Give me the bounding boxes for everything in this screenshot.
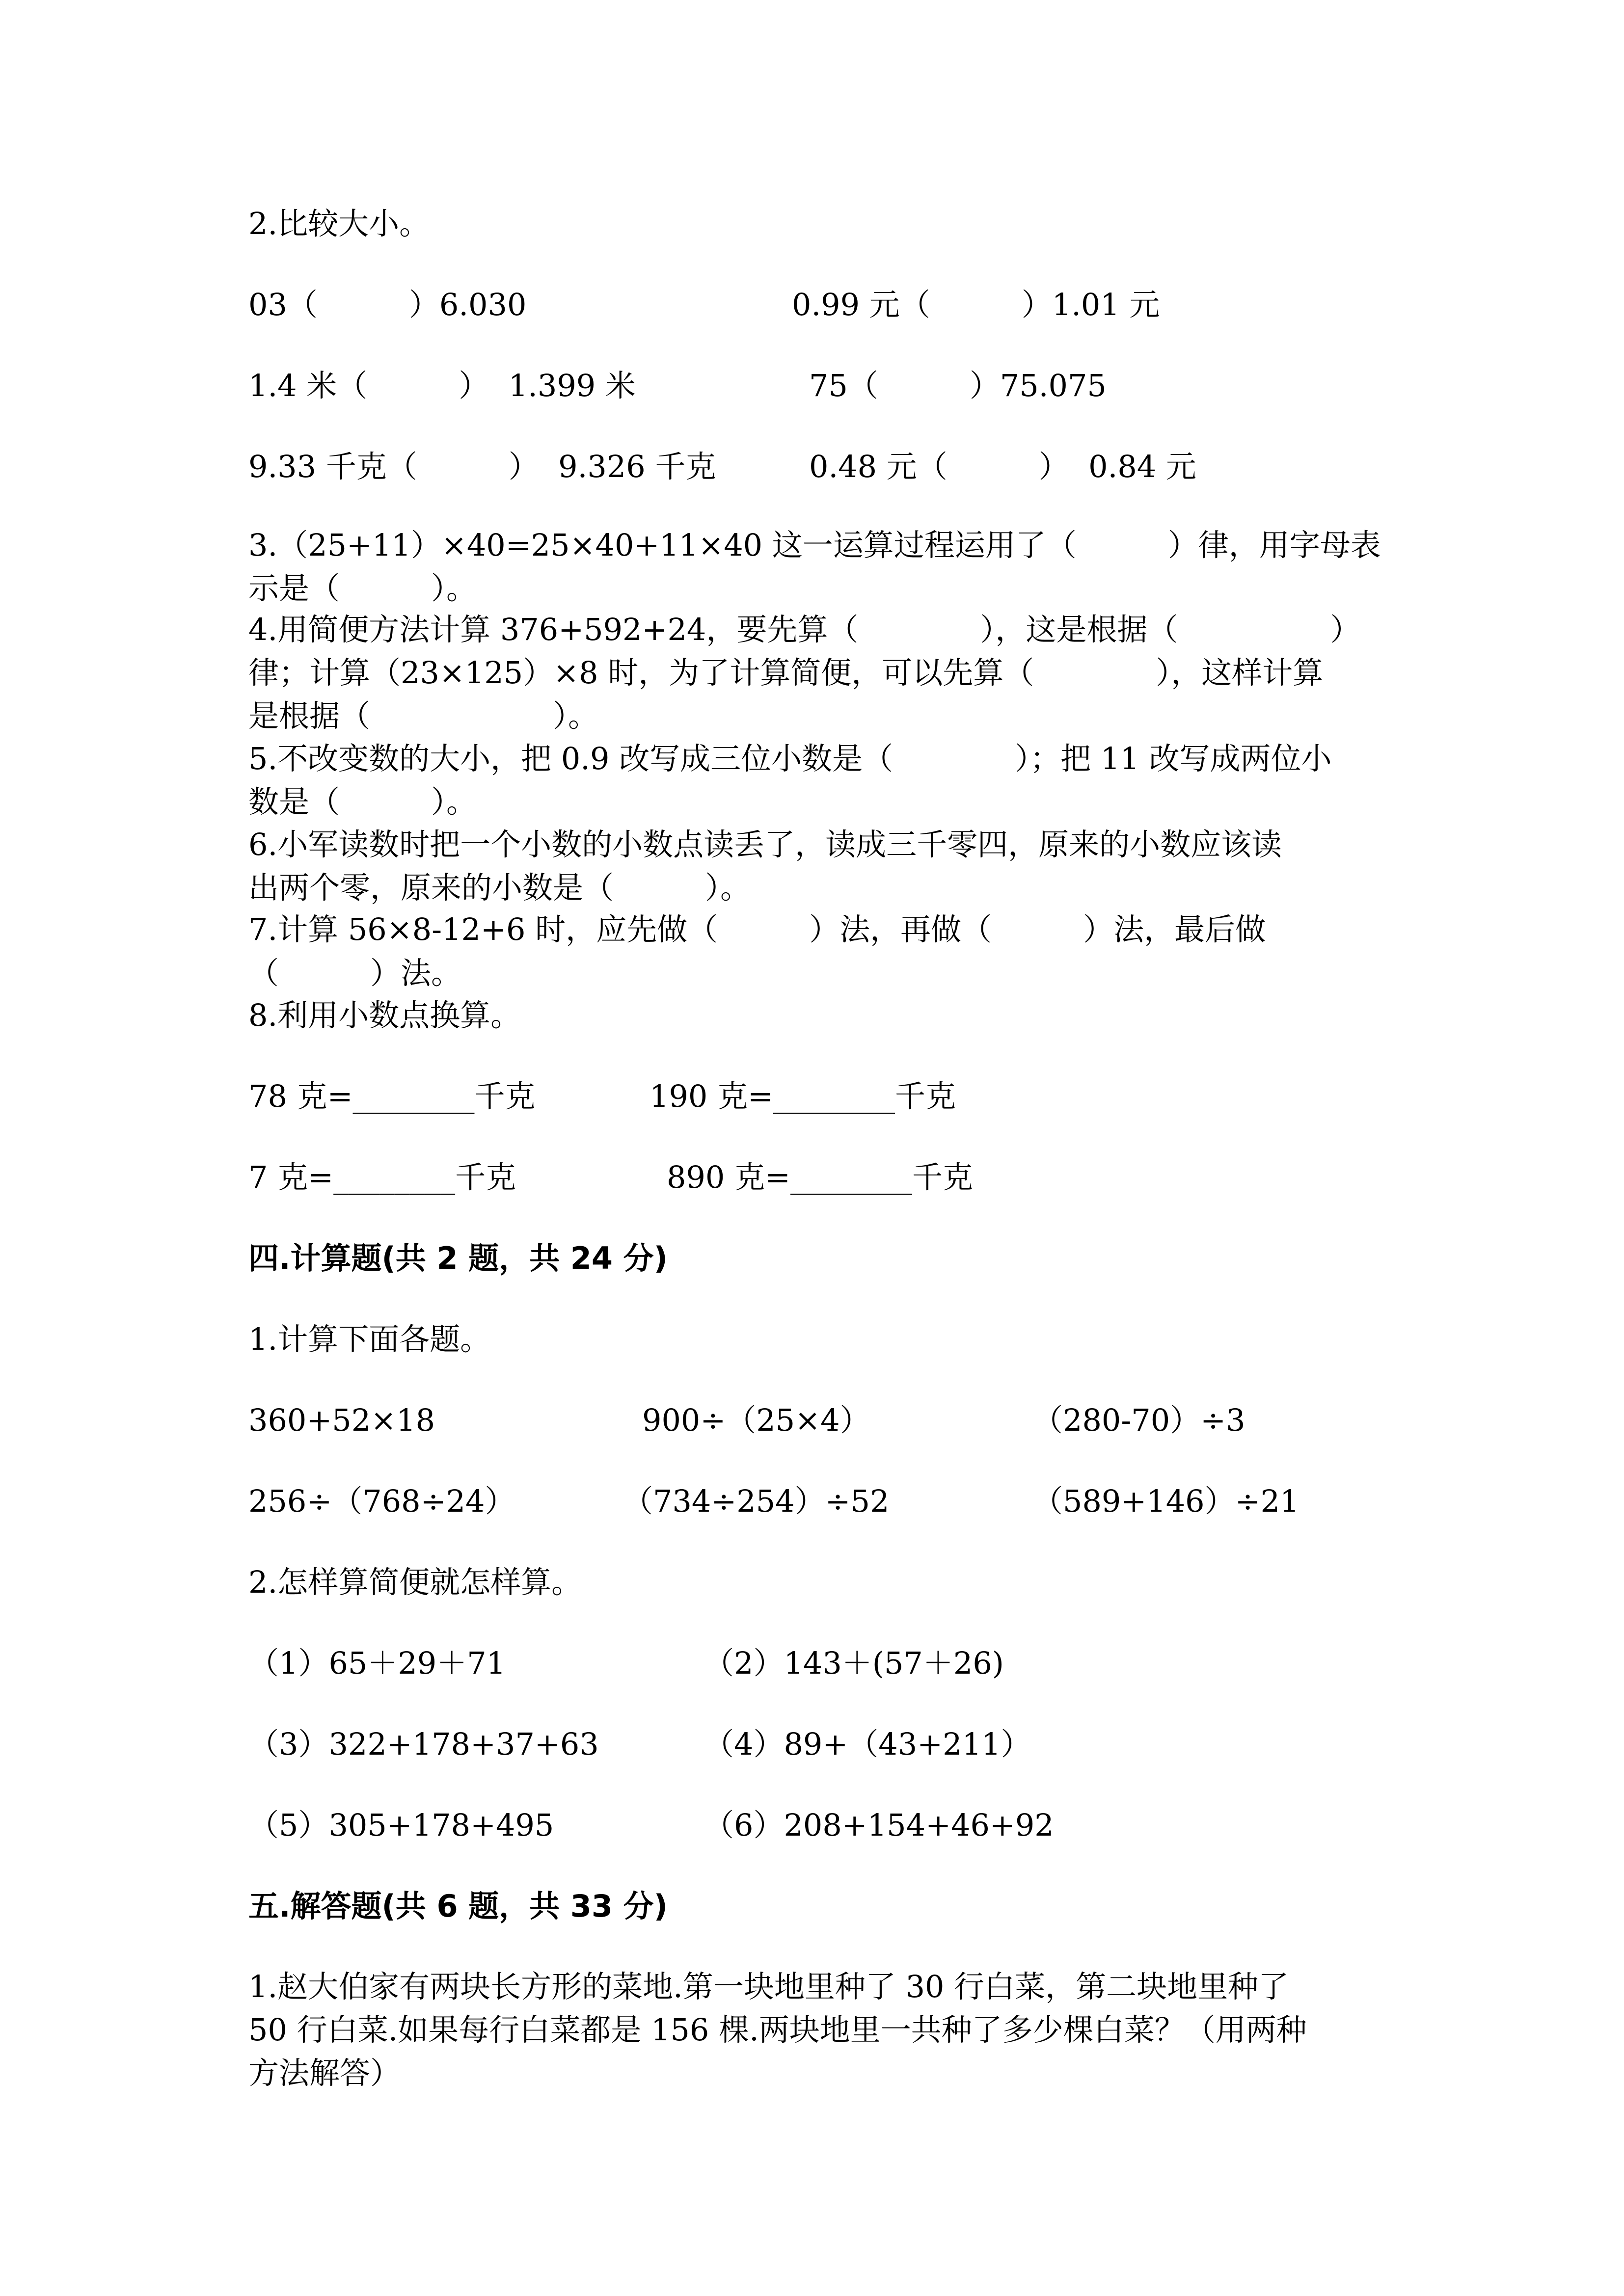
- calc-item: （734÷254）÷52: [623, 1483, 890, 1519]
- question-5-line: 数是（ ）。: [248, 784, 477, 820]
- section-4-question-2-title: 2.怎样算简便就怎样算。: [248, 1564, 582, 1600]
- simplify-item: （4）89+（43+211）: [704, 1726, 1031, 1762]
- compare-item: 9.33 千克（ ） 9.326 千克: [248, 449, 716, 484]
- simplify-item: （1）65＋29＋71: [248, 1645, 506, 1681]
- section-5-question-1-line: 50 行白菜.如果每行白菜都是 156 棵.两块地里一共种了多少棵白菜？（用两种: [248, 2012, 1307, 2048]
- section-4-heading: 四.计算题(共 2 题，共 24 分): [248, 1240, 668, 1276]
- question-5-line: 5.不改变数的大小，把 0.9 改写成三位小数是（ ）；把 11 改写成两位小: [248, 741, 1332, 776]
- simplify-item: （3）322+178+37+63: [248, 1726, 599, 1762]
- compare-item: 75（ ）75.075: [809, 368, 1107, 403]
- question-6-line: 6.小军读数时把一个小数的小数点读丢了，读成三千零四，原来的小数应该读: [248, 827, 1282, 862]
- question-8-title: 8.利用小数点换算。: [248, 997, 521, 1033]
- question-7-line: 7.计算 56×8-12+6 时，应先做（ ）法，再做（ ）法，最后做: [248, 911, 1266, 947]
- question-4-line: 是根据（ ）。: [248, 698, 599, 734]
- section-5-heading: 五.解答题(共 6 题，共 33 分): [248, 1888, 668, 1924]
- calc-item: 256÷（768÷24）: [248, 1483, 515, 1519]
- conversion-item: 78 克=________千克: [248, 1078, 536, 1114]
- question-4-line: 4.用简便方法计算 376+592+24，要先算（ ），这是根据（ ）: [248, 612, 1361, 647]
- calc-item: 900÷（25×4）: [642, 1402, 870, 1438]
- compare-item: 1.4 米（ ） 1.399 米: [248, 368, 636, 403]
- section-5-question-1-line: 方法解答）: [248, 2055, 401, 2091]
- simplify-item: （6）208+154+46+92: [704, 1807, 1054, 1843]
- question-6-line: 出两个零，原来的小数是（ ）。: [248, 870, 751, 906]
- compare-item: 03（ ）6.030: [248, 287, 527, 322]
- conversion-item: 7 克=________千克: [248, 1159, 516, 1195]
- simplify-item: （5）305+178+495: [248, 1807, 554, 1843]
- question-3-line: 示是（ ）。: [248, 570, 477, 606]
- simplify-item: （2）143＋(57＋26): [704, 1645, 1004, 1681]
- question-3-line: 3.（25+11）×40=25×40+11×40 这一运算过程运用了（ ）律，用字母表: [248, 527, 1381, 563]
- conversion-item: 890 克=________千克: [667, 1159, 973, 1195]
- compare-item: 0.99 元（ ）1.01 元: [792, 287, 1160, 322]
- conversion-item: 190 克=________千克: [650, 1078, 956, 1114]
- calc-item: （589+146）÷21: [1032, 1483, 1299, 1519]
- question-7-line: （ ）法。: [248, 955, 462, 991]
- calc-item: （280-70）÷3: [1032, 1402, 1245, 1438]
- section-5-question-1-line: 1.赵大伯家有两块长方形的菜地.第一块地里种了 30 行白菜，第二块地里种了: [248, 1969, 1289, 2004]
- question-2-title: 2.比较大小。: [248, 206, 430, 241]
- compare-item: 0.48 元（ ） 0.84 元: [809, 449, 1196, 484]
- calc-item: 360+52×18: [248, 1402, 435, 1438]
- section-4-question-1-title: 1.计算下面各题。: [248, 1321, 491, 1357]
- question-4-line: 律；计算（23×125）×8 时，为了计算简便，可以先算（ ），这样计算: [248, 655, 1324, 691]
